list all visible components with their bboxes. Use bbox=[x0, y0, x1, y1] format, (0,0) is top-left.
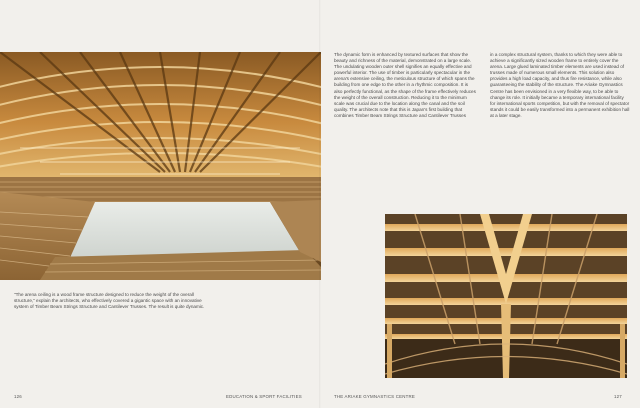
photo-caption: "The arena ceiling is a wood frame structure designed to reduce the weight of the overall structure," explain the architects, who effectively covered a gigantic space with an innovative system of Timber Beam Strings Structure and Cantilever Trusses. The result is quite dynamic. bbox=[14, 292, 205, 310]
body-text-column-1: The dynamic form is enhanced by textured surfaces that show the beauty and richness of the material, demonstrated on a large scale. The undulating wooden outer shell signifies an equally effective and powerful interior. The use of timber is particularly spectacular in the arena's extensive ceiling, the meticulous structure of which spans the building from one edge to the other in a rhythmic composition. It is also perfectly functional, as the shape of the frame effectively reduces the weight of the overall construction. Reducing it to the minimum scale was crucial due to the location along the canal and the soil quality. The architects note that this is Japan's first building that combines Timber Beam Strings Structure and Cantilever Trusses bbox=[334, 52, 476, 118]
roof-structure-photo bbox=[385, 214, 627, 378]
page-number-right: 127 bbox=[614, 394, 622, 399]
section-title-left: EDUCATION & SPORT FACILITIES bbox=[226, 394, 302, 399]
section-title-right: THE ARIAKE GYMNASTICS CENTRE bbox=[334, 394, 415, 399]
body-text-column-2: in a complex structural system, thanks to which they were able to achieve a significantly sized wooden frame to entirely cover the arena. Large glued laminated timber elements are used instead of trusses made of numerous small elements. This solution also provides a high load capacity, and thus fire resistance, while also guaranteeing the stability of the structure. The Ariake Gymnastics Centre has been envisioned in a very flexible way, to be able to change its role. It initially became a temporary international facility for international sports competition, but with the removal of spectator stands it could be easily transformed into a permanent exhibition hall at a later stage. bbox=[490, 52, 630, 118]
page-number-left: 126 bbox=[14, 394, 22, 399]
page-gutter bbox=[319, 0, 321, 408]
arena-interior-photo bbox=[0, 52, 321, 280]
